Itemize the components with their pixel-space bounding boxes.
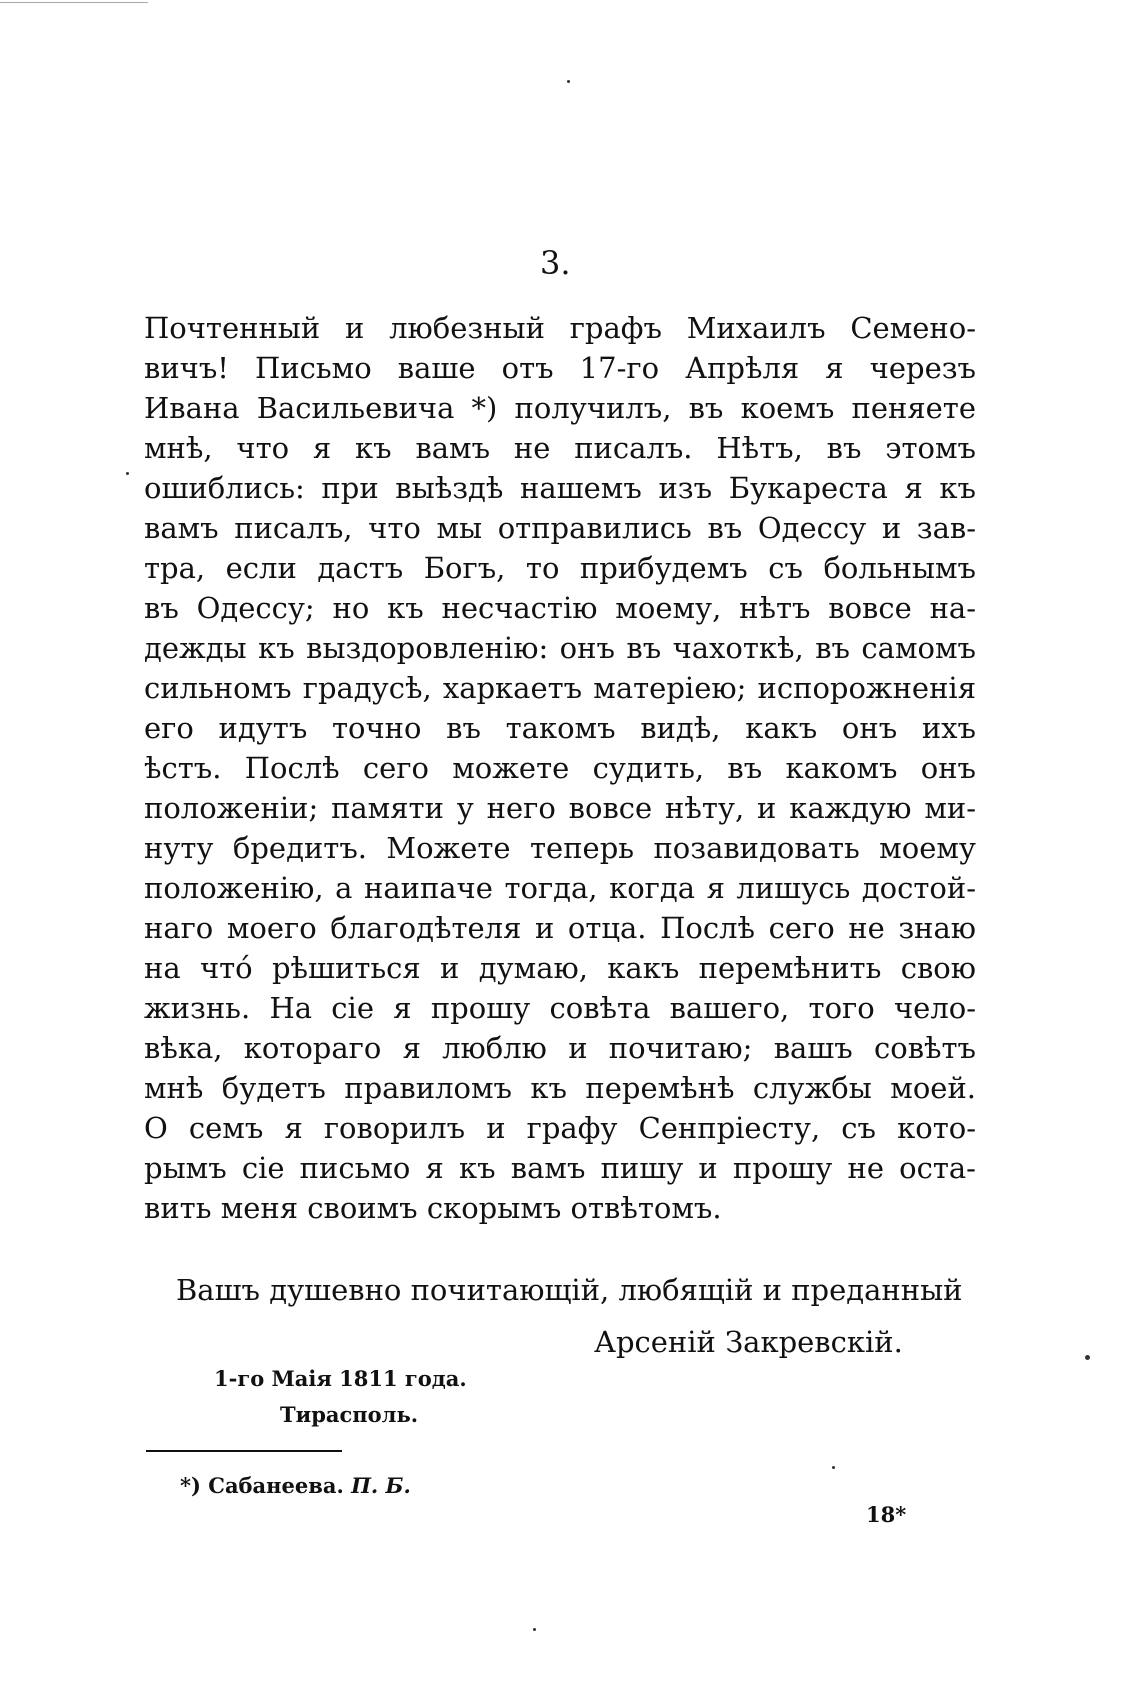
body-line: жизнь. На сіе я прошу совѣта вашего, того чело- bbox=[144, 991, 976, 1025]
body-line: сильномъ градусѣ, харкаетъ матеріею; испорожненія bbox=[144, 671, 976, 705]
body-line: ошиблись: при выѣздѣ нашемъ изъ Букареста я къ bbox=[144, 471, 976, 505]
footnote-text: Сабанеева. bbox=[208, 1473, 344, 1498]
letter-place: Тирасполь. bbox=[280, 1402, 419, 1427]
body-line: тра, если дастъ Богъ, то прибудемъ съ больнымъ bbox=[144, 551, 976, 585]
body-line: вить меня своимъ скорымъ отвѣтомъ. bbox=[144, 1191, 722, 1225]
top-edge-rule bbox=[0, 2, 148, 3]
body-line: Почтенный и любезный графъ Михаилъ Семено- bbox=[144, 311, 976, 345]
body-line: Ивана Васильевича *) получилъ, въ коемъ пеняете bbox=[144, 391, 976, 425]
print-speck bbox=[567, 80, 570, 83]
body-line: его идутъ точно въ такомъ видѣ, какъ онъ ихъ bbox=[144, 711, 976, 745]
letter-number: 3. bbox=[540, 244, 571, 282]
body-line: рымъ сіе письмо я къ вамъ пишу и прошу не оста- bbox=[144, 1151, 976, 1185]
footnote bbox=[180, 1471, 411, 1501]
print-speck bbox=[832, 1466, 835, 1469]
letter-date: 1-го Маія 1811 года. bbox=[214, 1366, 467, 1391]
body-line: на чтó рѣшиться и думаю, какъ перемѣнить свою bbox=[144, 951, 976, 985]
print-speck bbox=[126, 472, 129, 475]
body-line: ѣстъ. Послѣ сего можете судить, въ какомъ онъ bbox=[144, 751, 976, 785]
body-line: положеніи; памяти у него вовсе нѣту, и каждую ми- bbox=[144, 791, 976, 825]
body-line: мнѣ будетъ правиломъ къ перемѣнѣ службы моей. bbox=[144, 1071, 976, 1105]
footnote-marker: *) bbox=[180, 1473, 201, 1498]
body-line: наго моего благодѣтеля и отца. Послѣ сего не знаю bbox=[144, 911, 976, 945]
signature: Арсеній Закревскій. bbox=[594, 1325, 903, 1359]
body-line: дежды къ выздоровленію: онъ въ чахоткѣ, въ самомъ bbox=[144, 631, 976, 665]
print-speck bbox=[1085, 1355, 1090, 1360]
footnote-rule bbox=[146, 1450, 342, 1452]
print-speck bbox=[533, 1628, 536, 1631]
body-line: вичъ! Письмо ваше отъ 17-го Апрѣля я черезъ bbox=[144, 351, 976, 385]
body-line: въ Одессу; но къ несчастію моему, нѣтъ вовсе на- bbox=[144, 591, 976, 625]
body-line: О семъ я говорилъ и графу Сенпріесту, съ кото- bbox=[144, 1111, 976, 1145]
body-line: вѣка, котораго я люблю и почитаю; вашъ совѣтъ bbox=[144, 1031, 976, 1065]
body-line: вамъ писалъ, что мы отправились въ Одессу и зав- bbox=[144, 511, 976, 545]
body-line: положенію, а наипаче тогда, когда я лишусь достой- bbox=[144, 871, 976, 905]
footnote-initials: П. Б. bbox=[351, 1473, 411, 1498]
body-line: мнѣ, что я къ вамъ не писалъ. Нѣтъ, въ этомъ bbox=[144, 431, 976, 465]
closing-line: Вашъ душевно почитающій, любящій и преданный bbox=[176, 1273, 963, 1307]
body-line: нуту бредитъ. Можете теперь позавидовать моему bbox=[144, 831, 976, 865]
signature-mark: 18* bbox=[866, 1502, 907, 1527]
